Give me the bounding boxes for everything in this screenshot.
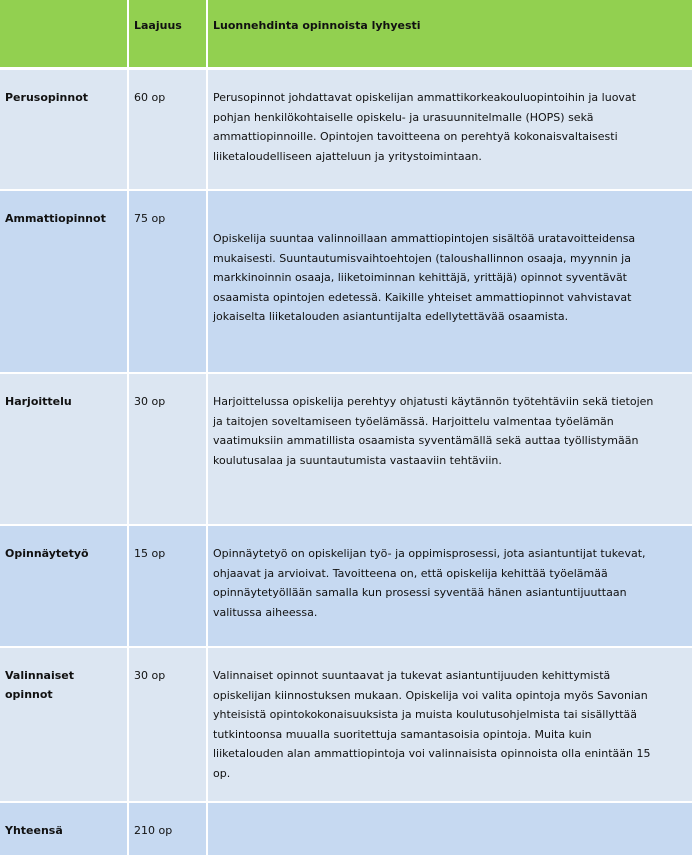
description-line: vaatimuksiin ammatillista osaamista syventämällä sekä auttaa työllistymään — [213, 434, 639, 447]
row-label-text: Opinnäytetyö — [5, 547, 89, 560]
row-description — [208, 191, 692, 372]
row-credits: 75 op — [134, 212, 166, 225]
row-credits: 15 op — [134, 547, 166, 560]
description-line: opinnäytetyöllään samalla kun prosessi syventää hänen asiantuntijuuttaan — [213, 586, 627, 599]
description-line: ja taitojen soveltamiseen työelämässä. Harjoittelu valmentaa työelämän — [213, 414, 614, 428]
description-line: Valinnaiset opinnot suuntaavat ja tukevat asiantuntijuuden kehittymistä — [213, 669, 611, 682]
description-line: opiskelijan kiinnostuksen mukaan. Opiskelija voi valita opintoja myös Savonian — [213, 688, 648, 702]
header-cell-laajuus: Laajuus — [134, 19, 182, 32]
table-row — [0, 803, 692, 855]
description-line: liiketalouden alan ammattiopintoja voi valinnaisista opinnoista olla enintään 15 — [213, 747, 651, 760]
row-label — [0, 70, 127, 189]
description-line: markkinoinnin osaaja, liiketoiminnan kehittäjä, yrittäjä) opinnot syventävät — [213, 271, 627, 284]
header-cell-empty — [0, 0, 127, 67]
table-row — [0, 374, 692, 524]
row-label-text: Ammattiopinnot — [5, 212, 106, 225]
row-label — [0, 648, 127, 801]
row-label — [0, 191, 127, 372]
row-label-text: Yhteensä — [5, 824, 63, 837]
row-credits: 30 op — [134, 395, 166, 408]
row-credits: 60 op — [134, 91, 166, 104]
table-row — [0, 70, 692, 189]
column-divider — [127, 0, 129, 855]
row-description — [208, 374, 692, 524]
table-row — [0, 191, 692, 372]
description-line: Harjoittelussa opiskelija perehtyy ohjatusti käytännön työtehtäviin sekä tietojen — [213, 395, 654, 408]
table-row — [0, 526, 692, 646]
row-label — [0, 803, 127, 855]
description-line: osaamista opintojen edetessä. Kaikille yhteiset ammattiopinnot vahvistavat — [213, 290, 632, 304]
row-label — [0, 526, 127, 646]
description-line: Opiskelija suuntaa valinnoillaan ammattiopintojen sisältöä uratavoitteidensa — [213, 232, 636, 245]
row-description — [208, 648, 692, 801]
table-row — [0, 648, 692, 801]
row-label-text: Harjoittelu — [5, 395, 72, 408]
description-line: yhteisistä opintokokonaisuuksista ja muista koulutusohjelmista tai sisällyttää — [213, 708, 638, 721]
table-header-row — [0, 0, 692, 67]
description-line: Perusopinnot johdattavat opiskelijan ammattikorkeakouluopintoihin ja luovat — [213, 91, 636, 104]
description-line: liiketaloudelliseen ajatteluun ja yritystoimintaan. — [213, 149, 482, 163]
row-credits: 210 op — [134, 824, 173, 837]
header-cell-description: Luonnehdinta opinnoista lyhyesti — [213, 19, 421, 32]
description-line: jokaiselta liiketalouden asiantuntijalta edellytettävää osaamista. — [213, 310, 569, 323]
description-line: koulutusalaa ja suuntautumista vastaaviin tehtäviin. — [213, 453, 502, 467]
description-line: ammattiopinnoille. Opintojen tavoitteena on perehtyä kokonaisvaltaisesti — [213, 130, 618, 143]
description-line: mukaisesti. Suuntautumisvaihtoehtojen (taloushallinnon osaaja, myynnin ja — [213, 251, 631, 265]
description-line: Opinnäytetyö on opiskelijan työ- ja oppimisprosessi, jota asiantuntijat tukevat, — [213, 547, 646, 560]
row-label-text: opinnot — [5, 688, 53, 701]
description-line: tutkintoonsa muualla suoritettuja samantasoisia opintoja. Muita kuin — [213, 727, 592, 741]
description-line: op. — [213, 766, 231, 780]
row-credits: 30 op — [134, 669, 166, 682]
description-line: pohjan henkilökohtaiselle opiskelu- ja urasuunnitelmalle (HOPS) sekä — [213, 110, 594, 124]
row-description — [208, 803, 692, 855]
row-label-text: Valinnaiset — [5, 669, 74, 682]
row-label — [0, 374, 127, 524]
column-divider — [206, 0, 208, 855]
row-description — [208, 526, 692, 646]
row-label-text: Perusopinnot — [5, 91, 89, 104]
description-line: ohjaavat ja arvioivat. Tavoitteena on, että opiskelija kehittää työelämää — [213, 566, 608, 580]
row-description — [208, 70, 692, 189]
description-line: valitussa aiheessa. — [213, 605, 318, 619]
